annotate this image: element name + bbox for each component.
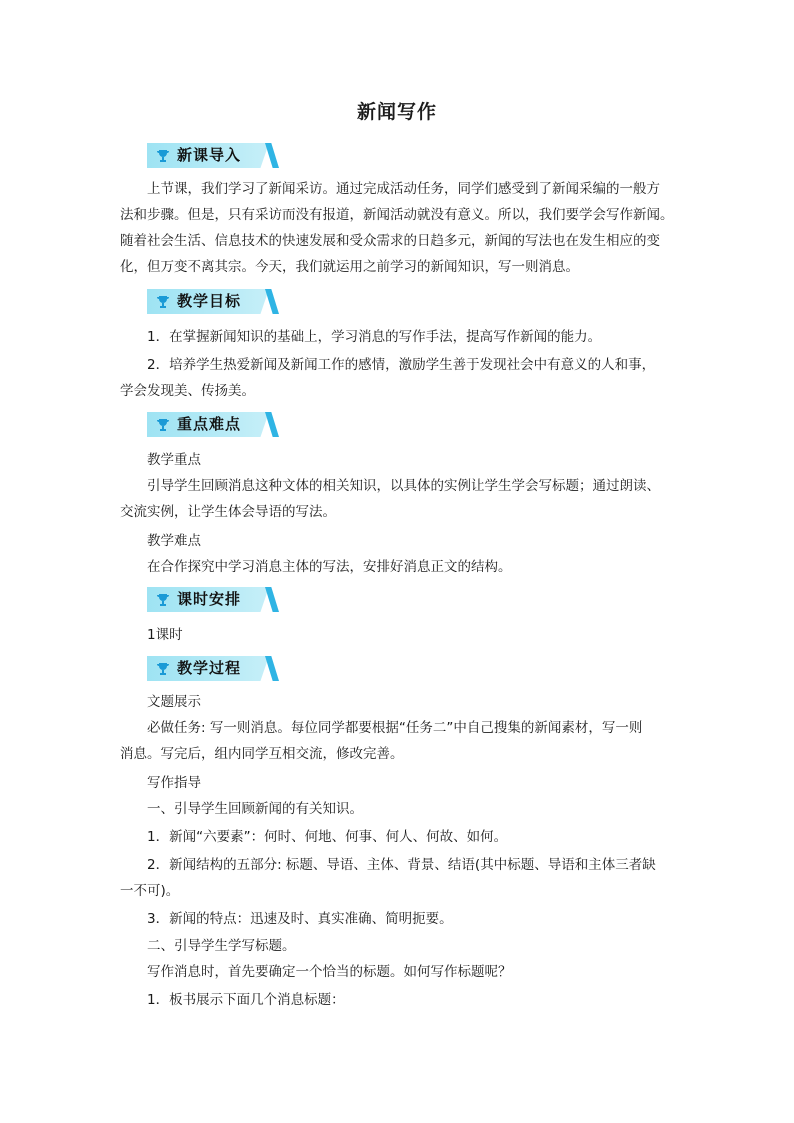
section-header-edge (265, 412, 279, 437)
process-text: 3．新闻的特点：迅速及时、真实准确、简明扼要。 (147, 911, 453, 927)
section-label: 新课导入 (177, 146, 242, 164)
intro-line: 化，但万变不离其宗。今天，我们就运用之前学习的新闻知识，写一则消息。 (120, 259, 579, 275)
process-text: 写作消息时，首先要确定一个恰当的标题。如何写作标题呢？ (147, 964, 512, 980)
key-point-text: 交流实例，让学生体会导语的写法。 (120, 504, 336, 520)
process-text: 二、引导学生学写标题。 (147, 938, 296, 954)
process-text: 一不可)。 (120, 883, 180, 899)
section-header-edge (265, 143, 279, 168)
section-label: 教学目标 (177, 292, 242, 310)
difficulty-text: 在合作探究中学习消息主体的写法，安排好消息正文的结构。 (147, 559, 512, 575)
goal-item: 1．在掌握新闻知识的基础上，学习消息的写作手法，提高写作新闻的能力。 (147, 329, 602, 345)
section-header-process (147, 656, 279, 681)
section-label: 重点难点 (177, 415, 242, 433)
schedule-text: 1课时 (147, 627, 183, 643)
process-text: 消息。写完后，组内同学互相交流，修改完善。 (120, 746, 404, 762)
trophy-icon (155, 592, 171, 608)
section-header-edge (265, 656, 279, 681)
goal-item: 2．培养学生热爱新闻及新闻工作的感情，激励学生善于发现社会中有意义的人和事， (147, 357, 656, 373)
section-header-goals (147, 289, 279, 314)
intro-line: 法和步骤。但是，只有采访而没有报道，新闻活动就没有意义。所以，我们要学会写作新闻。 (120, 207, 674, 223)
section-header-schedule (147, 587, 279, 612)
section-header-edge (265, 289, 279, 314)
subheading: 文题展示 (147, 694, 201, 710)
process-text: 一、引导学生回顾新闻的有关知识。 (147, 801, 363, 817)
subheading: 教学重点 (147, 452, 201, 468)
section-header-intro (147, 143, 279, 168)
process-text: 1．新闻“六要素”：何时、何地、何事、何人、何故、如何。 (147, 829, 508, 845)
page-title: 新闻写作 (356, 101, 437, 123)
intro-line: 上节课，我们学习了新闻采访。通过完成活动任务，同学们感受到了新闻采编的一般方 (147, 181, 660, 197)
section-header-key-points (147, 412, 279, 437)
trophy-icon (155, 661, 171, 677)
section-label: 课时安排 (177, 590, 242, 608)
subheading: 教学难点 (147, 533, 201, 549)
trophy-icon (155, 417, 171, 433)
trophy-icon (155, 148, 171, 164)
key-point-text: 引导学生回顾消息这种文体的相关知识，以具体的实例让学生学会写标题；通过朗读、 (147, 478, 660, 494)
process-text: 1．板书展示下面几个消息标题： (147, 992, 345, 1008)
intro-line: 随着社会生活、信息技术的快速发展和受众需求的日趋多元，新闻的写法也在发生相应的变 (120, 233, 660, 249)
subheading: 写作指导 (147, 775, 201, 791)
process-text: 2．新闻结构的五部分: 标题、导语、主体、背景、结语(其中标题、导语和主体三者缺 (147, 857, 656, 873)
goal-item: 学会发现美、传扬美。 (120, 383, 255, 399)
section-header-edge (265, 587, 279, 612)
section-label: 教学过程 (177, 659, 242, 677)
process-text: 必做任务: 写一则消息。每位同学都要根据“任务二”中自己搜集的新闻素材，写一则 (147, 720, 643, 736)
trophy-icon (155, 294, 171, 310)
